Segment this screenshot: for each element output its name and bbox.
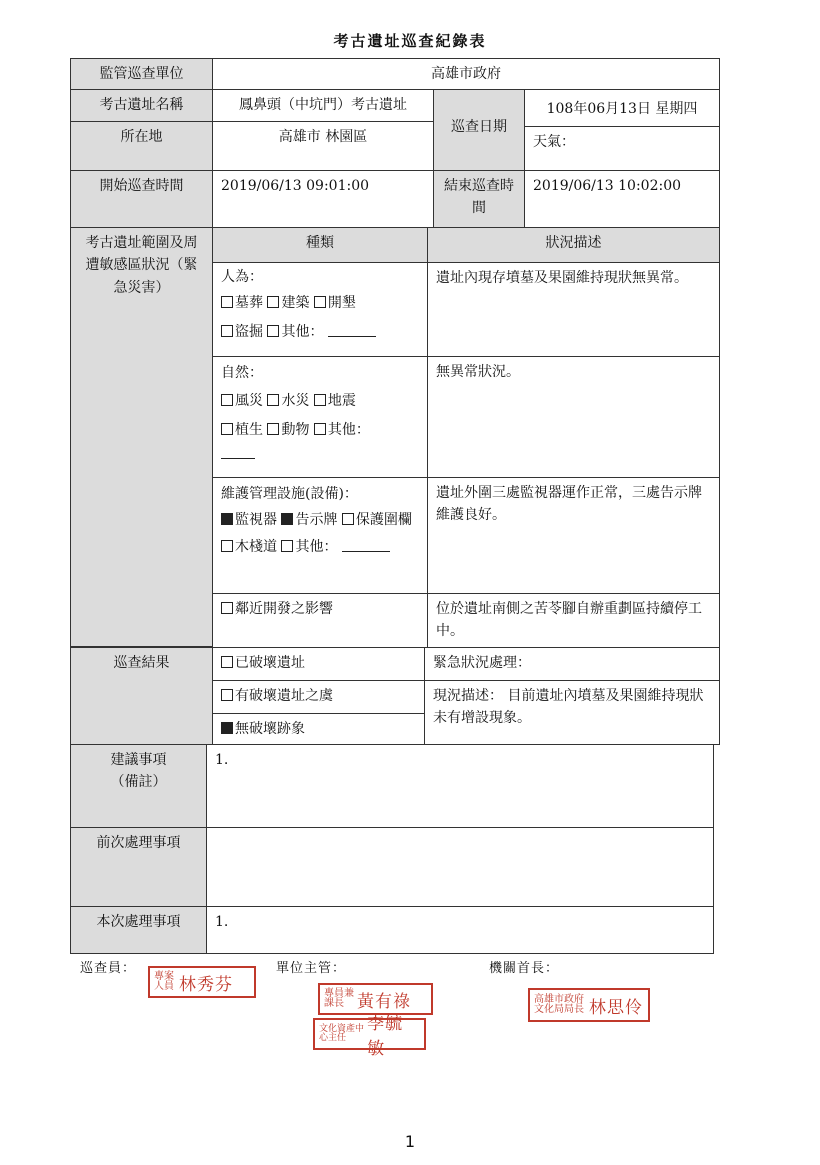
option-risk: 有破壞遺址之虞 bbox=[235, 688, 333, 704]
prev-handling-value bbox=[206, 827, 714, 907]
nature-other-blank[interactable] bbox=[221, 446, 255, 459]
option-facility-other: 其他： bbox=[295, 538, 338, 555]
suggestion-title: 建議事項 bbox=[110, 752, 167, 768]
checkbox-animal[interactable] bbox=[267, 423, 279, 435]
stamp-section-chief-name: 黃有祿 bbox=[357, 991, 411, 1012]
this-handling-value: 1. bbox=[206, 906, 714, 954]
site-name-label: 考古遺址名稱 bbox=[70, 89, 213, 122]
status-header: 狀況描述 bbox=[427, 227, 720, 263]
human-desc: 遺址內現存墳墓及果園維持現狀無異常。 bbox=[427, 262, 720, 357]
option-vegetation: 植生 bbox=[235, 421, 263, 438]
page-number: 1 bbox=[404, 1132, 416, 1151]
checkbox-flood[interactable] bbox=[267, 394, 279, 406]
current-status: 現況描述： 目前遺址內墳墓及果園維持現狀未有增設現象。 bbox=[424, 680, 720, 745]
checkbox-destroyed[interactable] bbox=[221, 656, 233, 668]
site-name-value: 鳳鼻頭（中坑門）考古遺址 bbox=[212, 89, 434, 122]
nature-desc: 無異常狀況。 bbox=[427, 356, 720, 593]
human-label: 人為： bbox=[221, 269, 263, 285]
inspect-date-label: 巡查日期 bbox=[433, 89, 525, 171]
inspector-label: 巡查員： bbox=[80, 961, 137, 976]
end-time-value: 2019/06/13 10:02:00 bbox=[524, 170, 720, 228]
option-no-damage: 無破壞跡象 bbox=[235, 721, 305, 737]
head-label: 機關首長： bbox=[489, 961, 560, 976]
checkbox-neighbor[interactable] bbox=[221, 602, 233, 614]
checkbox-looting[interactable] bbox=[221, 325, 233, 337]
result-destroyed bbox=[212, 647, 425, 681]
weather-field: 天氣： bbox=[524, 126, 720, 171]
option-signboard: 告示牌 bbox=[295, 512, 338, 529]
checkbox-building[interactable] bbox=[267, 296, 279, 308]
stamp-section-chief-title: 專員兼課長 bbox=[324, 987, 354, 1009]
option-human-other: 其他： bbox=[281, 323, 324, 340]
form-title: 考古遺址巡查紀錄表 bbox=[333, 32, 487, 50]
this-handling-label: 本次處理事項 bbox=[70, 906, 207, 954]
checkbox-cctv[interactable] bbox=[221, 513, 233, 525]
option-cctv: 監視器 bbox=[235, 512, 277, 529]
checkbox-human-other[interactable] bbox=[267, 325, 279, 337]
start-time-value: 2019/06/13 09:01:00 bbox=[212, 170, 434, 228]
nature-label: 自然： bbox=[221, 365, 263, 381]
option-burial: 墓葬 bbox=[235, 295, 263, 312]
human-other-blank[interactable] bbox=[328, 324, 376, 337]
inspect-date-value: 108年06月13日 星期四 bbox=[524, 89, 720, 127]
unit-label: 監管巡查單位 bbox=[70, 58, 213, 90]
option-building: 建築 bbox=[281, 295, 310, 312]
kind-header: 種類 bbox=[212, 227, 428, 263]
result-none bbox=[212, 713, 425, 745]
stamp-bureau-head-name: 林思伶 bbox=[589, 997, 643, 1018]
option-nature-other: 其他： bbox=[327, 421, 370, 438]
checkbox-facility-other[interactable] bbox=[281, 540, 293, 552]
facility-label: 維護管理設施(設備)： bbox=[221, 486, 358, 502]
nature-options bbox=[212, 356, 428, 478]
checkbox-nature-other[interactable] bbox=[314, 423, 326, 435]
option-animal: 動物 bbox=[281, 421, 310, 438]
unit-value: 高雄市政府 bbox=[212, 58, 720, 90]
emergency-handling: 緊急狀況處理： bbox=[424, 647, 720, 681]
option-flood: 水災 bbox=[281, 393, 310, 410]
stamp-center-director-name: 李毓敏 bbox=[367, 1014, 404, 1059]
supervisor-label: 單位主管： bbox=[276, 961, 347, 976]
stamp-bureau-head-title: 高雄市政府文化局局長 bbox=[534, 993, 584, 1015]
end-time-label: 結束巡查時間 bbox=[433, 170, 525, 228]
stamp-inspector-name: 林秀芬 bbox=[179, 974, 233, 995]
scope-label: 考古遺址範圍及周遭敏感區狀況（緊急災害） bbox=[70, 227, 213, 647]
stamp-inspector-title: 專案人員 bbox=[154, 970, 174, 992]
neighbor-option bbox=[212, 593, 428, 648]
stamp-bureau-head bbox=[528, 988, 650, 1022]
checkbox-boardwalk[interactable] bbox=[221, 540, 233, 552]
facility-options bbox=[212, 477, 428, 594]
checkbox-wind[interactable] bbox=[221, 394, 233, 406]
option-neighbor: 鄰近開發之影響 bbox=[235, 601, 333, 617]
option-destroyed: 已破壞遺址 bbox=[235, 655, 305, 671]
location-value: 高雄市 林園區 bbox=[212, 121, 434, 171]
option-fence: 保護圍欄 bbox=[355, 512, 412, 529]
human-options bbox=[212, 262, 428, 357]
checkbox-cultivation[interactable] bbox=[314, 296, 326, 308]
suggestion-value: 1. bbox=[206, 744, 714, 828]
option-boardwalk: 木棧道 bbox=[235, 538, 277, 555]
suggestion-note: （備註） bbox=[110, 774, 167, 791]
option-earthquake: 地震 bbox=[327, 393, 356, 410]
checkbox-risk[interactable] bbox=[221, 689, 233, 701]
checkbox-earthquake[interactable] bbox=[314, 394, 326, 406]
checkbox-burial[interactable] bbox=[221, 296, 233, 308]
location-label: 所在地 bbox=[70, 121, 213, 171]
checkbox-signboard[interactable] bbox=[281, 513, 293, 525]
start-time-label: 開始巡查時間 bbox=[70, 170, 213, 228]
facility-other-blank[interactable] bbox=[342, 539, 390, 552]
neighbor-desc: 位於遺址南側之苦苓腳自辦重劃區持續停工中。 bbox=[427, 593, 720, 648]
suggestion-label bbox=[70, 744, 207, 828]
stamp-center-director bbox=[313, 1014, 426, 1059]
result-risk bbox=[212, 680, 425, 714]
option-wind: 風災 bbox=[235, 393, 263, 410]
option-looting: 盜掘 bbox=[235, 323, 263, 340]
result-label: 巡查結果 bbox=[70, 647, 213, 745]
option-cultivation: 開墾 bbox=[327, 295, 356, 312]
checkbox-vegetation[interactable] bbox=[221, 423, 233, 435]
checkbox-fence[interactable] bbox=[342, 513, 354, 525]
stamp-inspector bbox=[148, 966, 256, 998]
facility-desc: 遺址外圍三處監視器運作正常，三處告示牌維護良好。 bbox=[427, 477, 720, 594]
prev-handling-label: 前次處理事項 bbox=[70, 827, 207, 907]
stamp-center-director-title: 文化資產中心主任 bbox=[319, 1023, 365, 1043]
checkbox-no-damage[interactable] bbox=[221, 722, 233, 734]
